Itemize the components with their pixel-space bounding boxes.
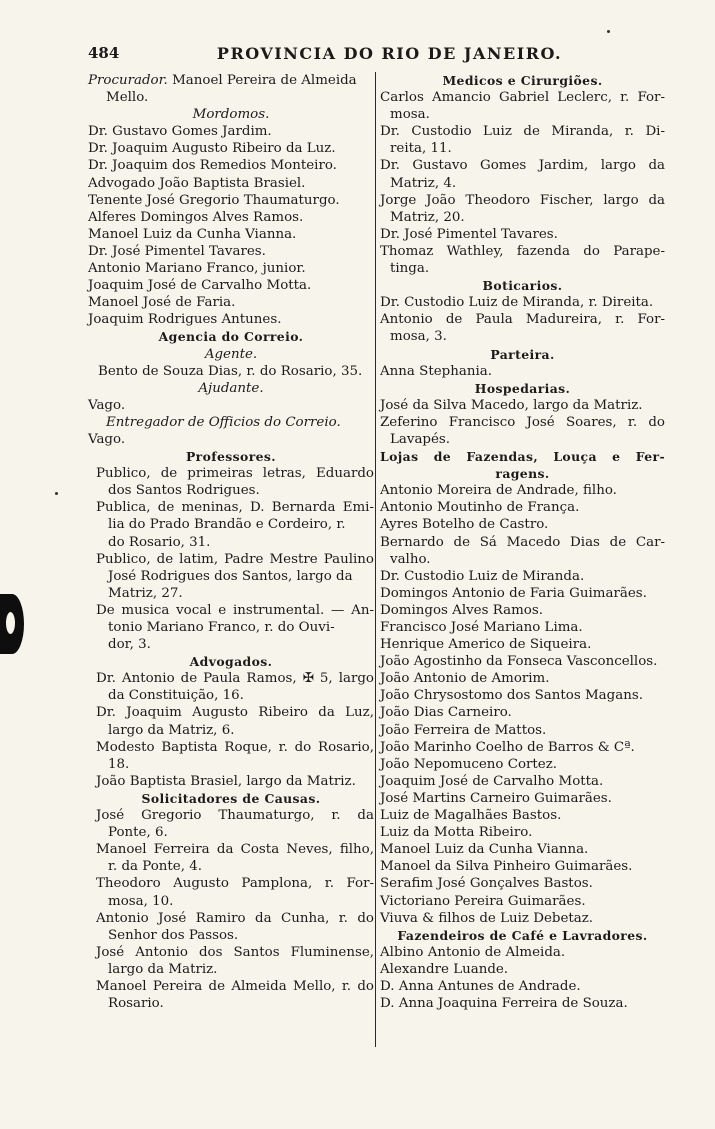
hospedarias-list: [378, 397, 665, 448]
list-item: [378, 824, 665, 841]
entry-line: D. Anna Joaquina Ferreira de Souza.: [380, 996, 628, 1012]
entry-line: Luiz da Motta Ribeiro.: [380, 825, 533, 841]
lojas-heading: Lojas de Fazendas, Louça e Fer-: [380, 449, 665, 465]
list-item: [378, 534, 665, 568]
list-item: [378, 123, 665, 157]
entry-line-cont: da Constituição, 16.: [108, 688, 244, 704]
list-item: [378, 192, 665, 226]
list-item: [378, 516, 665, 533]
list-item: [88, 739, 374, 773]
list-item: [378, 226, 665, 243]
entry-line: José da Silva Macedo, largo da Matriz.: [380, 397, 643, 413]
entry-line: Theodoro Augusto Pamplona, r. For-: [96, 876, 374, 892]
list-item: [88, 226, 374, 243]
list-item: [88, 192, 374, 209]
list-item: [88, 978, 374, 1012]
entry-line: Dr. Joaquim dos Remedios Monteiro.: [88, 158, 337, 174]
list-item: [378, 157, 665, 191]
entry-line-cont: dor, 3.: [108, 637, 151, 653]
entry-line-cont: Ponte, 6.: [108, 825, 168, 841]
entry-line: Antonio José Ramiro da Cunha, r. do: [96, 910, 374, 926]
entry-line: Joaquim José de Carvalho Motta.: [88, 278, 312, 294]
ink-blot-mark: [0, 594, 24, 654]
entry-line: Domingos Antonio de Faria Guimarães.: [380, 585, 647, 601]
entry-line: Antonio Moutinho de França.: [380, 500, 580, 516]
entry-line-cont: Lavapés.: [390, 431, 451, 447]
list-item: [378, 961, 665, 978]
entry-line: Advogado João Baptista Brasiel.: [88, 175, 306, 191]
solicitadores-list: [88, 807, 374, 1012]
list-item: [378, 773, 665, 790]
list-item: [88, 140, 374, 157]
list-item: [88, 841, 374, 875]
entry-line-cont: mosa, 3.: [390, 329, 447, 345]
list-item: [378, 294, 665, 311]
entry-line: Dr. Gustavo Gomes Jardim, largo da: [380, 158, 665, 174]
hospedarias-heading: Hospedarias.: [474, 380, 571, 396]
list-item: [88, 704, 374, 738]
list-item: [88, 243, 374, 260]
entry-line: Dr. Custodio Luiz de Miranda, r. Di-: [380, 124, 665, 140]
boticarios-heading: Boticarios.: [482, 278, 563, 294]
entry-line: João Baptista Brasiel, largo da Matriz.: [96, 773, 356, 789]
entregador-value: Vago.: [88, 431, 126, 447]
entry-line: João Agostinho da Fonseca Vasconcellos.: [380, 654, 658, 670]
entry-line: Jorge João Theodoro Fischer, largo da: [380, 192, 665, 208]
entry-line-cont: largo da Matriz.: [108, 961, 218, 977]
page-title: PROVINCIA DO RIO DE JANEIRO.: [216, 44, 563, 63]
list-item: [88, 551, 374, 602]
list-item: [378, 995, 665, 1012]
entry-line: Manoel Ferreira da Costa Neves, filho,: [96, 842, 374, 858]
entry-line: Alexandre Luande.: [380, 961, 509, 977]
page-header: [88, 44, 673, 66]
entry-line: Antonio de Paula Madureira, r. For-: [380, 312, 665, 328]
list-item: [378, 687, 665, 704]
entry-line-cont: tinga.: [390, 261, 430, 277]
procurador-label: Procurador.: [88, 73, 168, 88]
list-item: [378, 875, 665, 892]
list-item: [378, 739, 665, 756]
entry-line: De musica vocal e instrumental. — An-: [96, 602, 374, 618]
entry-line-cont: mosa.: [390, 107, 430, 123]
entry-line: Publica, de meninas, D. Bernarda Emi-: [96, 500, 374, 516]
list-item: [378, 499, 665, 516]
entry-line: Manoel Pereira de Almeida Mello, r. do: [96, 978, 374, 994]
list-item: [88, 670, 374, 704]
entry-line-cont: Matriz, 27.: [108, 585, 183, 601]
entry-line: Joaquim Rodrigues Antunes.: [88, 312, 282, 328]
parteira-value: Anna Stephania.: [380, 363, 492, 379]
entry-line: Carlos Amancio Gabriel Leclerc, r. For-: [380, 90, 665, 106]
entry-line-cont: valho.: [390, 551, 431, 567]
list-item: [88, 123, 374, 140]
entry-line: Victoriano Pereira Guimarães.: [380, 893, 586, 909]
list-item: [88, 773, 374, 790]
entry-line: Dr. Custodio Luiz de Miranda.: [380, 568, 585, 584]
parteira-heading: Parteira.: [490, 346, 555, 362]
professores-heading: Professores.: [185, 449, 277, 465]
left-column: [88, 72, 374, 1012]
list-item: [378, 704, 665, 721]
list-item: [378, 807, 665, 824]
entry-line: Dr. José Pimentel Tavares.: [88, 243, 266, 259]
list-item: [88, 944, 374, 978]
entry-line: Joaquim José de Carvalho Motta.: [380, 773, 604, 789]
entry-line-cont: mosa, 10.: [108, 893, 174, 909]
entry-line: João Nepomuceno Cortez.: [380, 756, 558, 772]
boticarios-list: [378, 294, 665, 345]
entry-line: Bernardo de Sá Macedo Dias de Car-: [380, 534, 665, 550]
mordomos-heading: Mordomos.: [192, 107, 270, 123]
list-item: [378, 568, 665, 585]
entry-line: João Marinho Coelho de Barros & Cª.: [380, 739, 635, 755]
entry-line: João Chrysostomo dos Santos Magans.: [380, 688, 643, 704]
ajudante-label: Ajudante.: [198, 380, 264, 396]
entry-line: Serafim José Gonçalves Bastos.: [380, 876, 593, 892]
entry-line: Dr. José Pimentel Tavares.: [380, 226, 558, 242]
entry-line-cont: r. da Ponte, 4.: [108, 859, 203, 875]
entry-line: João Antonio de Amorim.: [380, 671, 550, 687]
entry-line-cont: tonio Mariano Franco, r. do Ouvi-: [108, 620, 335, 635]
entry-line-cont: do Rosario, 31.: [108, 534, 211, 550]
procurador-entry: [88, 72, 374, 89]
entry-line-cont: Matriz, 4.: [390, 175, 457, 191]
list-item: [88, 499, 374, 550]
medicos-list: [378, 89, 665, 277]
procurador-name-cont: Mello.: [106, 90, 149, 106]
entry-line: Zeferino Francisco José Soares, r. do: [380, 414, 665, 430]
list-item: [378, 790, 665, 807]
entry-line: Domingos Alves Ramos.: [380, 602, 543, 618]
entry-line-cont: Rosario.: [108, 996, 164, 1012]
list-item: [88, 277, 374, 294]
list-item: [378, 602, 665, 619]
list-item: [378, 841, 665, 858]
entry-line: Dr. Joaquim Augusto Ribeiro da Luz,: [96, 705, 374, 721]
right-column: [378, 72, 665, 1012]
professores-list: [88, 465, 374, 653]
entry-line: Alferes Domingos Alves Ramos.: [88, 209, 304, 225]
column-divider: [375, 72, 376, 1047]
entry-line-cont: 18.: [108, 756, 130, 772]
list-item: [378, 397, 665, 414]
lojas-list: [378, 482, 665, 926]
list-item: [378, 619, 665, 636]
list-item: [378, 756, 665, 773]
entry-line: Modesto Baptista Roque, r. do Rosario,: [96, 739, 374, 755]
list-item: [88, 260, 374, 277]
medicos-heading: Medicos e Cirurgiões.: [442, 73, 603, 88]
ajudante-value: Vago.: [88, 397, 126, 413]
list-item: [88, 602, 374, 653]
entry-line: Publico, de latim, Padre Mestre Paulino: [96, 551, 374, 567]
entry-line: Dr. Gustavo Gomes Jardim.: [88, 124, 272, 140]
list-item: [378, 910, 665, 927]
list-item: [378, 585, 665, 602]
list-item: [378, 722, 665, 739]
agente-value: Bento de Souza Dias, r. do Rosario, 35.: [98, 363, 363, 379]
entry-line-cont: Matriz, 20.: [390, 209, 465, 225]
entry-line: Dr. Antonio de Paula Ramos, ✠ 5, largo: [96, 671, 374, 687]
entry-line-cont: José Rodrigues dos Santos, largo da: [108, 568, 353, 584]
entry-line: Thomaz Wathley, fazenda do Parape-: [380, 243, 665, 259]
list-item: [378, 89, 665, 123]
entry-line-cont: largo da Matriz, 6.: [108, 722, 235, 738]
list-item: [378, 944, 665, 961]
list-item: [378, 414, 665, 448]
fazendeiros-heading: Fazendeiros de Café e Lavradores.: [397, 927, 648, 943]
list-item: [88, 175, 374, 192]
entry-line: Manoel Luiz da Cunha Vianna.: [88, 226, 297, 242]
list-item: [378, 311, 665, 345]
list-item: [378, 243, 665, 277]
correio-heading: Agencia do Correio.: [158, 329, 304, 345]
list-item: [378, 636, 665, 653]
entry-line: Antonio Mariano Franco, junior.: [88, 261, 306, 277]
entry-line-cont: dos Santos Rodrigues.: [108, 483, 260, 499]
entry-line: Dr. Joaquim Augusto Ribeiro da Luz.: [88, 141, 336, 157]
agente-label: Agente.: [204, 346, 258, 362]
mordomos-list: [88, 123, 374, 328]
entry-line: Albino Antonio de Almeida.: [380, 944, 566, 960]
entry-line-cont: reita, 11.: [390, 141, 452, 157]
advogados-list: [88, 670, 374, 790]
fazendeiros-list: [378, 944, 665, 1012]
entry-line: Manoel Luiz da Cunha Vianna.: [380, 842, 589, 858]
procurador-name: Manoel Pereira de Almeida: [172, 73, 357, 88]
entry-line: José Martins Carneiro Guimarães.: [380, 790, 612, 806]
list-item: [88, 910, 374, 944]
list-item: [378, 653, 665, 670]
solicitadores-heading: Solicitadores de Causas.: [141, 790, 321, 806]
entry-line: Manoel da Silva Pinheiro Guimarães.: [380, 859, 633, 875]
list-item: [88, 465, 374, 499]
entry-line: Tenente José Gregorio Thaumaturgo.: [88, 192, 340, 208]
entregador-label: Entregador de Officios do Correio.: [106, 414, 341, 430]
list-item: [378, 893, 665, 910]
list-item: [88, 157, 374, 174]
entry-line: Dr. Custodio Luiz de Miranda, r. Direita.: [380, 295, 654, 311]
list-item: [378, 670, 665, 687]
entry-line: Manoel José de Faria.: [88, 295, 236, 311]
entry-line: D. Anna Antunes de Andrade.: [380, 978, 581, 994]
advogados-heading: Advogados.: [189, 654, 273, 670]
list-item: [88, 294, 374, 311]
list-item: [88, 807, 374, 841]
entry-line: José Antonio dos Santos Fluminense,: [96, 944, 374, 960]
ink-dot: [55, 492, 58, 495]
list-item: [88, 209, 374, 226]
entry-line: Publico, de primeiras letras, Eduardo: [96, 466, 374, 482]
entry-line: Henrique Americo de Siqueira.: [380, 637, 592, 653]
entry-line: Antonio Moreira de Andrade, filho.: [380, 483, 617, 499]
entry-line: João Dias Carneiro.: [380, 705, 512, 721]
ink-dot: [607, 30, 610, 33]
list-item: [378, 978, 665, 995]
page-number: 484: [88, 44, 120, 62]
entry-line: Viuva & filhos de Luiz Debetaz.: [380, 910, 594, 926]
list-item: [378, 858, 665, 875]
entry-line-cont: lia do Prado Brandão e Cordeiro, r.: [108, 517, 346, 533]
list-item: [378, 482, 665, 499]
entry-line-cont: Senhor dos Passos.: [108, 927, 239, 943]
entry-line: Ayres Botelho de Castro.: [380, 517, 549, 533]
entry-line: José Gregorio Thaumaturgo, r. da: [96, 808, 374, 824]
list-item: [88, 875, 374, 909]
entry-line: Francisco José Mariano Lima.: [380, 620, 583, 635]
list-item: [88, 311, 374, 328]
lojas-heading-cont: ragens.: [495, 466, 550, 482]
entry-line: João Ferreira de Mattos.: [380, 722, 547, 738]
entry-line: Luiz de Magalhães Bastos.: [380, 808, 562, 824]
